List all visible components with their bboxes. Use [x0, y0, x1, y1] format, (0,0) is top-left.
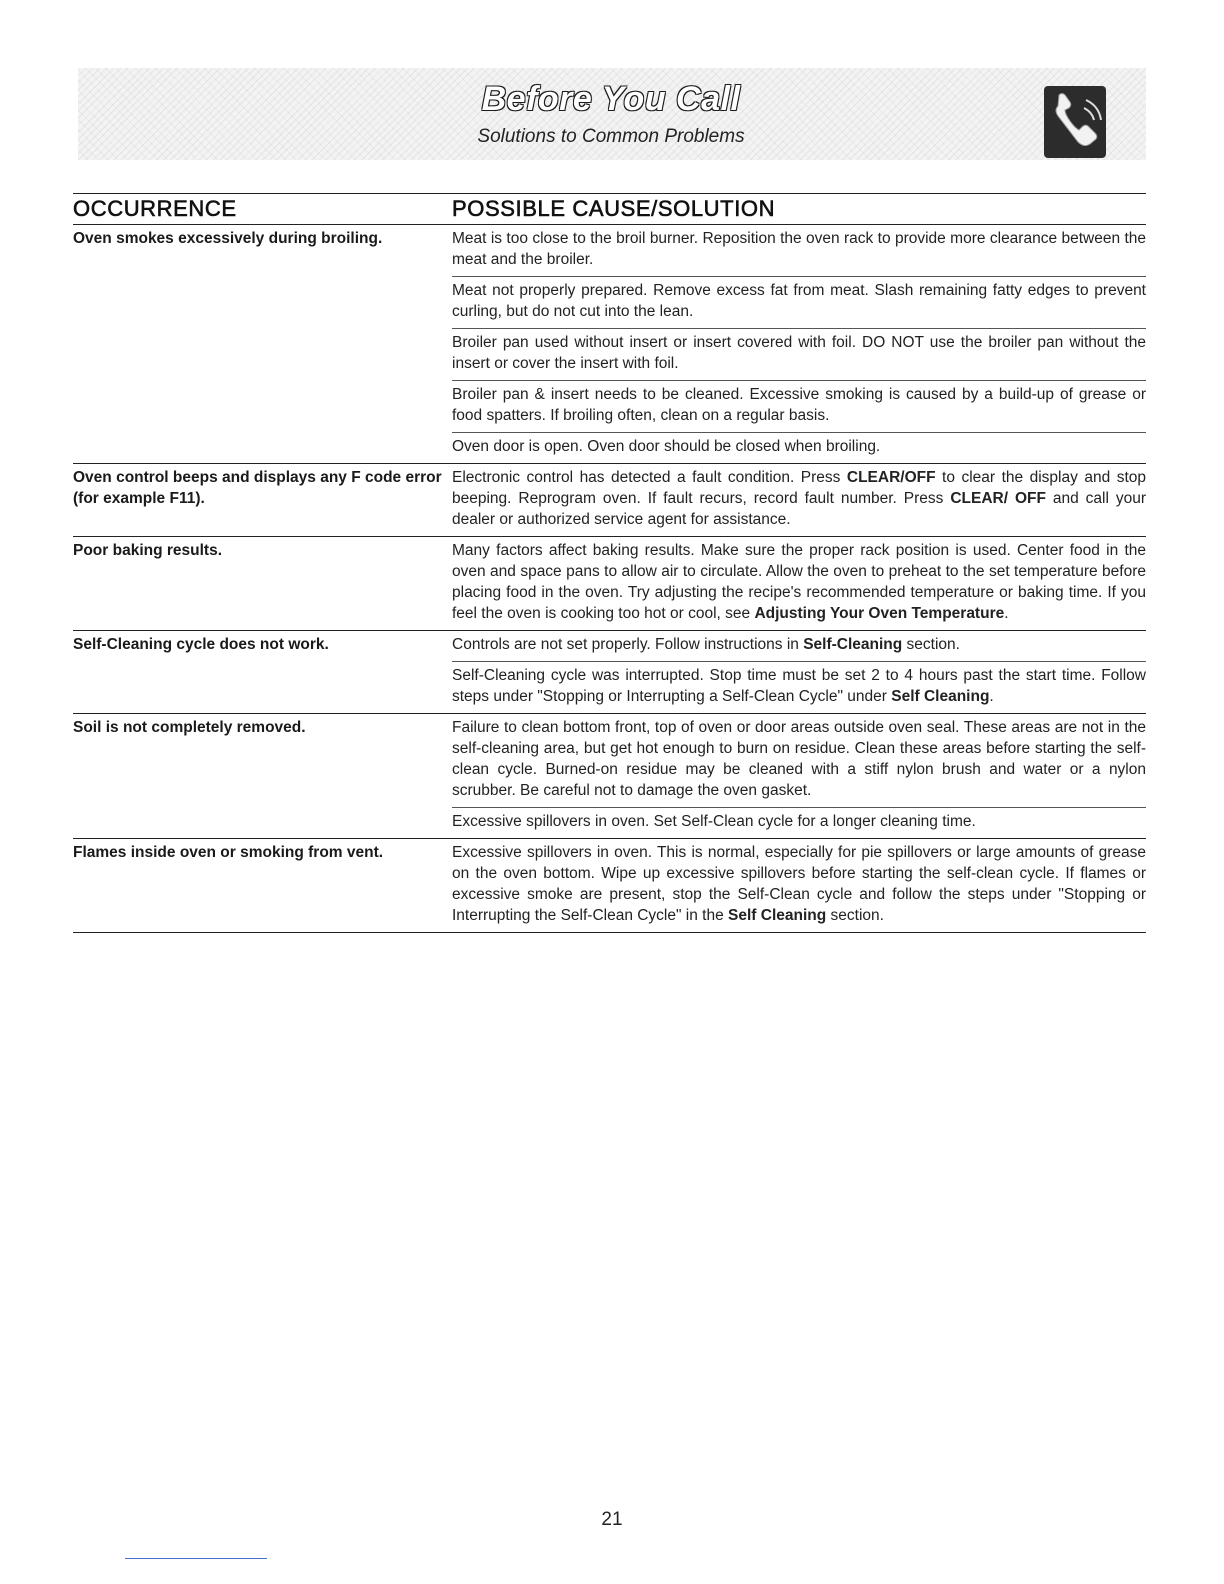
- solution-emphasis: Self-Cleaning: [803, 636, 903, 653]
- page-banner: [78, 68, 1146, 160]
- solution-text: Failure to clean bottom front, top of oven or door areas outside oven seal. These areas are not in the self-cleaning area, but get hot enough to burn on residue. Clean these areas before starting the self-clean cycle. Burned-on residue may be cleaned with a stiff nylon brush and water or a nylon scrubber. Be careful not to damage the oven gasket.: [452, 719, 1146, 799]
- table-row: [73, 225, 1146, 464]
- solution-item: [452, 328, 1146, 380]
- solution-text: .: [989, 688, 994, 705]
- solution-emphasis: CLEAR/ OFF: [950, 490, 1046, 507]
- solution-text: Broiler pan & insert needs to be cleaned. Excessive smoking is caused by a build-up of grease or food spatters. If broiling often, clean on a regular basis.: [452, 386, 1146, 424]
- solution-item: [452, 714, 1146, 807]
- solution-text: Excessive spillovers in oven. Set Self-Clean cycle for a longer cleaning time.: [452, 813, 976, 830]
- solution-text: and call your dealer or authorized service agent for assistance.: [452, 490, 1147, 528]
- occurrence-cell: Soil is not completely removed.: [73, 719, 306, 736]
- solution-text: Controls are not set properly. Follow instructions in: [452, 636, 804, 653]
- solution-item: [452, 225, 1146, 276]
- table-body: [73, 225, 1146, 933]
- solution-emphasis: Self Cleaning: [891, 688, 990, 705]
- solution-text: section.: [902, 636, 960, 653]
- solution-text: section.: [826, 907, 884, 924]
- solution-emphasis: CLEAR/OFF: [846, 469, 936, 486]
- table-row: [73, 537, 1146, 631]
- telephone-icon: [1044, 86, 1106, 158]
- table-row: [73, 464, 1146, 537]
- page-number: 21: [601, 1509, 623, 1530]
- solution-item: [452, 537, 1146, 630]
- solution-item: [452, 839, 1146, 932]
- footer-divider: [125, 1558, 267, 1559]
- solution-text: to clear the display and stop beeping. Reprogram oven. If fault recurs, record fault number. Press: [452, 469, 1146, 507]
- occurrence-cell: Poor baking results.: [73, 542, 223, 559]
- solution-item: [452, 432, 1146, 463]
- solution-text: Meat is too close to the broil burner. Reposition the oven rack to provide more clearance between the meat and the broiler.: [452, 230, 1146, 268]
- solution-text: Many factors affect baking results. Make sure the proper rack position is used. Center food in the oven and space pans to allow air to circulate. Allow the oven to preheat to the set temperature before placing food in the oven. Try adjusting the recipe's recommended temperature or baking time. If you feel the oven is cooking too hot or cool, see: [452, 542, 1146, 622]
- banner-subtitle: Solutions to Common Problems: [477, 126, 745, 147]
- solution-cell: [452, 225, 1146, 463]
- solution-cell: [452, 631, 1146, 713]
- solution-item: [452, 276, 1146, 328]
- troubleshooting-table: [73, 193, 1146, 933]
- occurrence-cell: Self-Cleaning cycle does not work.: [73, 636, 329, 653]
- occurrence-cell: Oven control beeps and displays any F code error (for example F11).: [73, 469, 442, 507]
- occurrence-cell: Oven smokes excessively during broiling.: [73, 230, 383, 247]
- solution-cell: [452, 537, 1146, 630]
- solution-cell: [452, 839, 1146, 932]
- table-header: [73, 193, 1146, 225]
- table-row: [73, 714, 1146, 839]
- solution-item: [452, 807, 1146, 838]
- solution-text: Electronic control has detected a fault condition. Press: [452, 469, 847, 486]
- banner-title: Before You Call: [481, 80, 741, 118]
- table-row: [73, 631, 1146, 714]
- solution-text: Broiler pan used without insert or insert covered with foil. DO NOT use the broiler pan without the insert or cover the insert with foil.: [452, 334, 1146, 372]
- occurrence-header: OCCURRENCE: [73, 196, 237, 221]
- solution-cell: [452, 714, 1146, 838]
- table-row: [73, 839, 1146, 933]
- solution-text: Meat not properly prepared. Remove excess fat from meat. Slash remaining fatty edges to prevent curling, but do not cut into the lean.: [452, 282, 1146, 320]
- solution-text: Oven door is open. Oven door should be closed when broiling.: [452, 438, 881, 455]
- solution-item: [452, 631, 1146, 661]
- solution-emphasis: Adjusting Your Oven Temperature: [754, 605, 1005, 622]
- solution-item: [452, 464, 1146, 536]
- solution-header: POSSIBLE CAUSE/SOLUTION: [452, 196, 776, 221]
- solution-text: .: [1004, 605, 1009, 622]
- solution-item: [452, 661, 1146, 713]
- solution-emphasis: Self Cleaning: [728, 907, 827, 924]
- occurrence-cell: Flames inside oven or smoking from vent.: [73, 844, 384, 861]
- solution-text: Self-Cleaning cycle was interrupted. Stop time must be set 2 to 4 hours past the start time. Follow steps under "Stopping or Interrupting a Self-Clean Cycle" under: [452, 667, 1146, 705]
- solution-text: Excessive spillovers in oven. This is normal, especially for pie spillovers or large amounts of grease on the oven bottom. Wipe up excessive spillovers before starting the self-clean cycle. If flames or excessive smoke are present, stop the Self-Clean cycle and follow the steps under "Stopping or Interrupting the Self-Clean Cycle" in the: [452, 844, 1146, 924]
- solution-item: [452, 380, 1146, 432]
- solution-cell: [452, 464, 1146, 536]
